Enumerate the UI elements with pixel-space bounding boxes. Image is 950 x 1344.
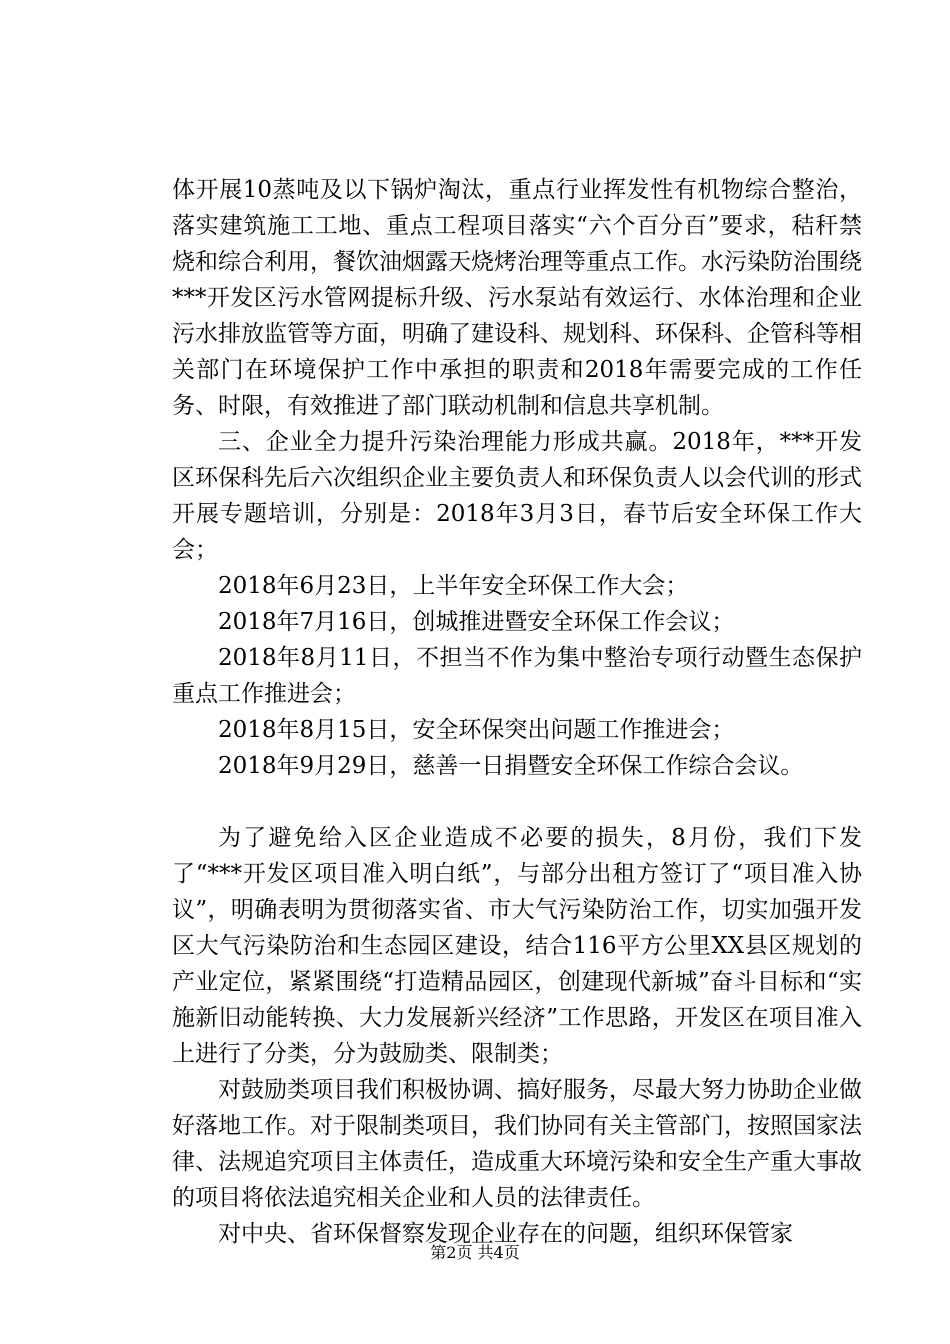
paragraph-spacer [172,784,862,820]
paragraph-5: 2018年8月11日，不担当不作为集中整治专项行动暨生态保护重点工作推进会； [172,645,862,707]
paragraph-2: 三、企业全力提升污染治理能力形成共赢。2018年，***开发区环保科先后六次组织企业主要负责人和环保负责人以会代训的形式开展专题培训，分别是：2018年3月3日，春节后安全环保工作大会； [172,429,862,563]
paragraph-10: 对中央、省环保督察发现企业存在的问题，组织环保管家 [218,1221,793,1247]
page-number-footer: 第2页 共4页 [430,1243,520,1262]
paragraph-9: 对鼓励类项目我们积极协调、搞好服务，尽最大努力协助企业做好落地工作。对于限制类项目，我们协同有关主管部门，按照国家法律、法规追究项目主体责任，造成重大环境污染和安全生产重大事故的项目将依法追究相关企业和人员的法律责任。 [172,1077,862,1211]
paragraph-6: 2018年8月15日，安全环保突出问题工作推进会； [218,717,735,743]
paragraph-3: 2018年6月23日，上半年安全环保工作大会； [218,573,689,599]
document-body [172,172,862,1252]
paragraph-1: 体开展10蒸吨及以下锅炉淘汰，重点行业挥发性有机物综合整治，落实建筑施工工地、重点工程项目落实“六个百分百”要求，秸秆禁烧和综合利用，餐饮油烟露天烧烤治理等重点工作。水污染防治围绕***开发区污水管网提标升级、污水泵站有效运行、水体治理和企业污水排放监管等方面，明确了建设科、规划科、环保科、企管科等相关部门在环境保护工作中承担的职责和2018年需要完成的工作任务、时限，有效推进了部门联动机制和信息共享机制。 [172,177,862,419]
paragraph-4: 2018年7月16日，创城推进暨安全环保工作会议； [218,609,735,635]
paragraph-7: 2018年9月29日，慈善一日捐暨安全环保工作综合会议。 [218,753,804,779]
paragraph-8: 为了避免给入区企业造成不必要的损失，8月份，我们下发了“***开发区项目准入明白纸”，与部分出租方签订了“项目准入协议”，明确表明为贯彻落实省、市大气污染防治工作，切实加强开发区大气污染防治和生态园区建设，结合116平方公里XX县区规划的产业定位，紧紧围绕“打造精品园区，创建现代新城”奋斗目标和“实施新旧动能转换、大力发展新兴经济”工作思路，开发区在项目准入上进行了分类，分为鼓励类、限制类； [172,825,862,1067]
